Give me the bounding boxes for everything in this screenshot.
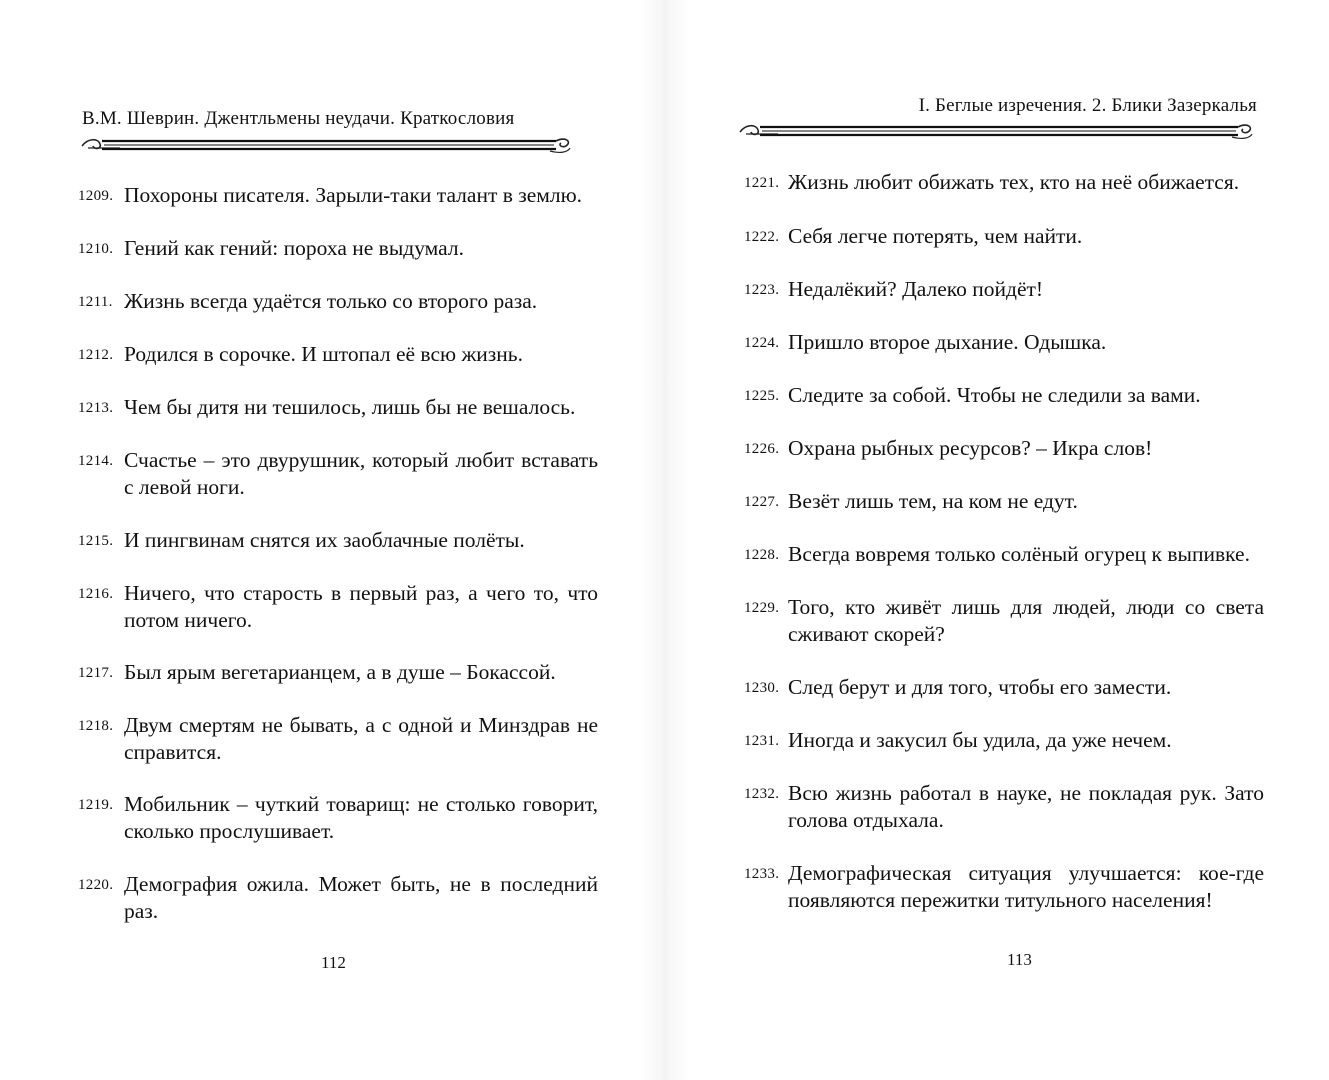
aphorism-number: 1219.: [78, 797, 114, 813]
header-ornament-rule: [738, 116, 1256, 144]
aphorism-text: Был ярым вегетарианцем, а в душе – Бокассой.: [124, 660, 556, 684]
aphorism-number: 1231.: [744, 733, 780, 749]
aphorism-number: 1224.: [744, 335, 780, 351]
left-page: [0, 0, 664, 1080]
right-page: [664, 0, 1329, 1080]
aphorism-text: Родился в сорочке. И штопал её всю жизнь.: [124, 342, 523, 366]
aphorism-text: Всегда вовремя только солёный огурец к выпивке.: [788, 542, 1250, 566]
aphorism-text: Следите за собой. Чтобы не следили за вами.: [788, 383, 1201, 407]
page-number: 113: [1007, 950, 1032, 969]
aphorism-text: Похороны писателя. Зарыли-таки талант в землю.: [124, 183, 583, 207]
aphorism-number: 1211.: [78, 294, 113, 310]
aphorism-text: Себя легче потерять, чем найти.: [788, 224, 1083, 248]
aphorism-text: Гений как гений: пороха не выдумал.: [124, 236, 464, 260]
aphorism-text: Везёт лишь тем, на ком не едут.: [788, 489, 1078, 513]
aphorism-text: Демографическая ситуация улучшается: кое-где появляются пережитки титульного населения!: [788, 861, 1264, 912]
aphorism-number: 1220.: [78, 877, 114, 893]
aphorism-text: Охрана рыбных ресурсов? – Икра слов!: [788, 436, 1153, 460]
aphorism-number: 1232.: [744, 786, 780, 802]
aphorism-number: 1230.: [744, 680, 780, 696]
aphorism-number: 1226.: [744, 441, 780, 457]
aphorism-number: 1225.: [744, 388, 780, 404]
page-number: 112: [321, 953, 346, 972]
aphorism-text: Мобильник – чуткий товарищ: не столько говорит, сколько прослушивает.: [124, 792, 598, 843]
aphorism-number: 1221.: [744, 175, 780, 191]
aphorism-number: 1229.: [744, 600, 780, 616]
aphorism-number: 1212.: [78, 347, 114, 363]
aphorism-number: 1227.: [744, 494, 780, 510]
aphorism-text: Всю жизнь работал в науке, не покладая рук. Зато голова отдыхала.: [788, 781, 1264, 832]
aphorism-text: Пришло второе дыхание. Одышка.: [788, 330, 1107, 354]
aphorism-number: 1213.: [78, 400, 114, 416]
aphorism-text: И пингвинам снятся их заоблачные полёты.: [124, 528, 525, 552]
aphorism-text: Жизнь любит обижать тех, кто на неё обижается.: [788, 170, 1240, 194]
aphorism-number: 1233.: [744, 866, 780, 882]
aphorism-text: След берут и для того, чтобы его замести.: [788, 675, 1172, 699]
aphorism-number: 1222.: [744, 229, 780, 245]
aphorism-number: 1210.: [78, 241, 114, 257]
aphorism-text: Ничего, что старость в первый раз, а чего то, что потом ничего.: [124, 581, 598, 632]
aphorism-number: 1218.: [78, 718, 114, 734]
aphorism-text: Жизнь всегда удаётся только со второго раза.: [124, 289, 538, 313]
aphorism-text: Двум смертям не бывать, а с одной и Минздрав не справится.: [124, 713, 598, 764]
header-ornament-rule: [80, 130, 572, 158]
aphorism-text: Демография ожила. Может быть, не в последний раз.: [124, 872, 598, 923]
aphorism-number: 1216.: [78, 586, 114, 602]
aphorism-text: Того, кто живёт лишь для людей, люди со света сживают скорей?: [788, 595, 1264, 646]
aphorism-text: Иногда и закусил бы удила, да уже нечем.: [788, 728, 1172, 752]
aphorism-number: 1223.: [744, 282, 780, 298]
aphorism-text: Чем бы дитя ни тешилось, лишь бы не вешалось.: [124, 395, 576, 419]
aphorism-number: 1228.: [744, 547, 780, 563]
aphorism-number: 1214.: [78, 453, 114, 469]
aphorism-number: 1217.: [78, 665, 114, 681]
aphorism-text: Недалёкий? Далеко пойдёт!: [788, 277, 1044, 301]
running-head: В.М. Шеврин. Джентльмены неудачи. Краткословия: [82, 108, 515, 129]
aphorism-number: 1209.: [78, 188, 114, 204]
aphorism-number: 1215.: [78, 533, 114, 549]
aphorism-text: Счастье – это двурушник, который любит вставать с левой ноги.: [124, 448, 598, 499]
running-head: I. Беглые изречения. 2. Блики Зазеркалья: [918, 95, 1257, 116]
